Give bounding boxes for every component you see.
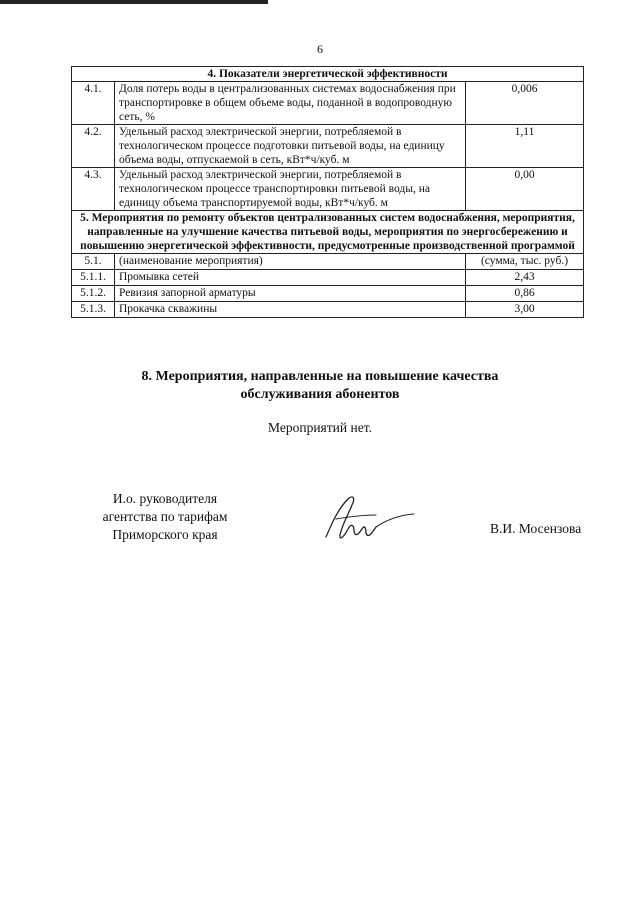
indicator-value: 1,11 [466,125,584,168]
table-row [72,168,584,211]
event-name: Ревизия запорной арматуры [115,286,466,302]
event-name: Прокачка скважины [115,302,466,318]
section8-title [0,368,640,404]
table-row [72,286,584,302]
row-number: 4.1. [72,82,115,125]
signer-position-line3: Приморского края [112,527,218,542]
section4-heading: 4. Показатели энергетической эффективности [72,67,584,82]
column-header-name: (наименование мероприятия) [115,254,466,270]
row-number: 5.1.2. [72,286,115,302]
table-row [72,302,584,318]
handwritten-signature [318,485,418,555]
event-sum: 3,00 [466,302,584,318]
event-sum: 2,43 [466,270,584,286]
program-table [71,66,584,318]
row-number: 5.1.3. [72,302,115,318]
row-number: 4.2. [72,125,115,168]
indicator-description: Доля потерь воды в централизованных системах водоснабжения при транспортировке в общем объеме воды, поданной в водопроводную сеть, % [115,82,466,125]
indicator-description: Удельный расход электрической энергии, потребляемой в технологическом процессе подготовки питьевой воды, на единицу объема воды, отпускаемой в сеть, кВт*ч/куб. м [115,125,466,168]
indicator-description: Удельный расход электрической энергии, потребляемой в технологическом процессе транспортировки питьевой воды, на единицу объема транспортируемой воды, кВт*ч/куб. м [115,168,466,211]
section8-title-line1: 8. Мероприятия, направленные на повышение качества [141,369,499,384]
page-number: 6 [317,42,323,56]
signer-position [70,490,260,544]
indicator-value: 0,00 [466,168,584,211]
row-number: 5.1.1. [72,270,115,286]
table-row [72,270,584,286]
top-edge-rule [0,0,268,4]
event-sum: 0,86 [466,286,584,302]
table-row [72,82,584,125]
section5-column-header-row [72,254,584,270]
event-name: Промывка сетей [115,270,466,286]
column-header-sum: (сумма, тыс. руб.) [466,254,584,270]
section5-heading: 5. Мероприятия по ремонту объектов централизованных систем водоснабжения, мероприятия, направленные на улучшение качества питьевой воды, мероприятия по энергосбережению и повышению энергетической эффективности, предусмотренные производственной программой [72,211,584,254]
section8-title-line2: обслуживания абонентов [240,387,400,402]
signer-name: В.И. Мосензова [490,521,582,536]
section5-heading-row [72,211,584,254]
signer-position-line1: И.о. руководителя [112,491,218,506]
row-number: 5.1. [72,254,115,270]
indicator-value: 0,006 [466,82,584,125]
table-row [72,125,584,168]
section8-text: Мероприятий нет. [268,420,372,435]
row-number: 4.3. [72,168,115,211]
signer-position-line2: агентства по тарифам [102,509,228,524]
section4-heading-row [72,67,584,82]
